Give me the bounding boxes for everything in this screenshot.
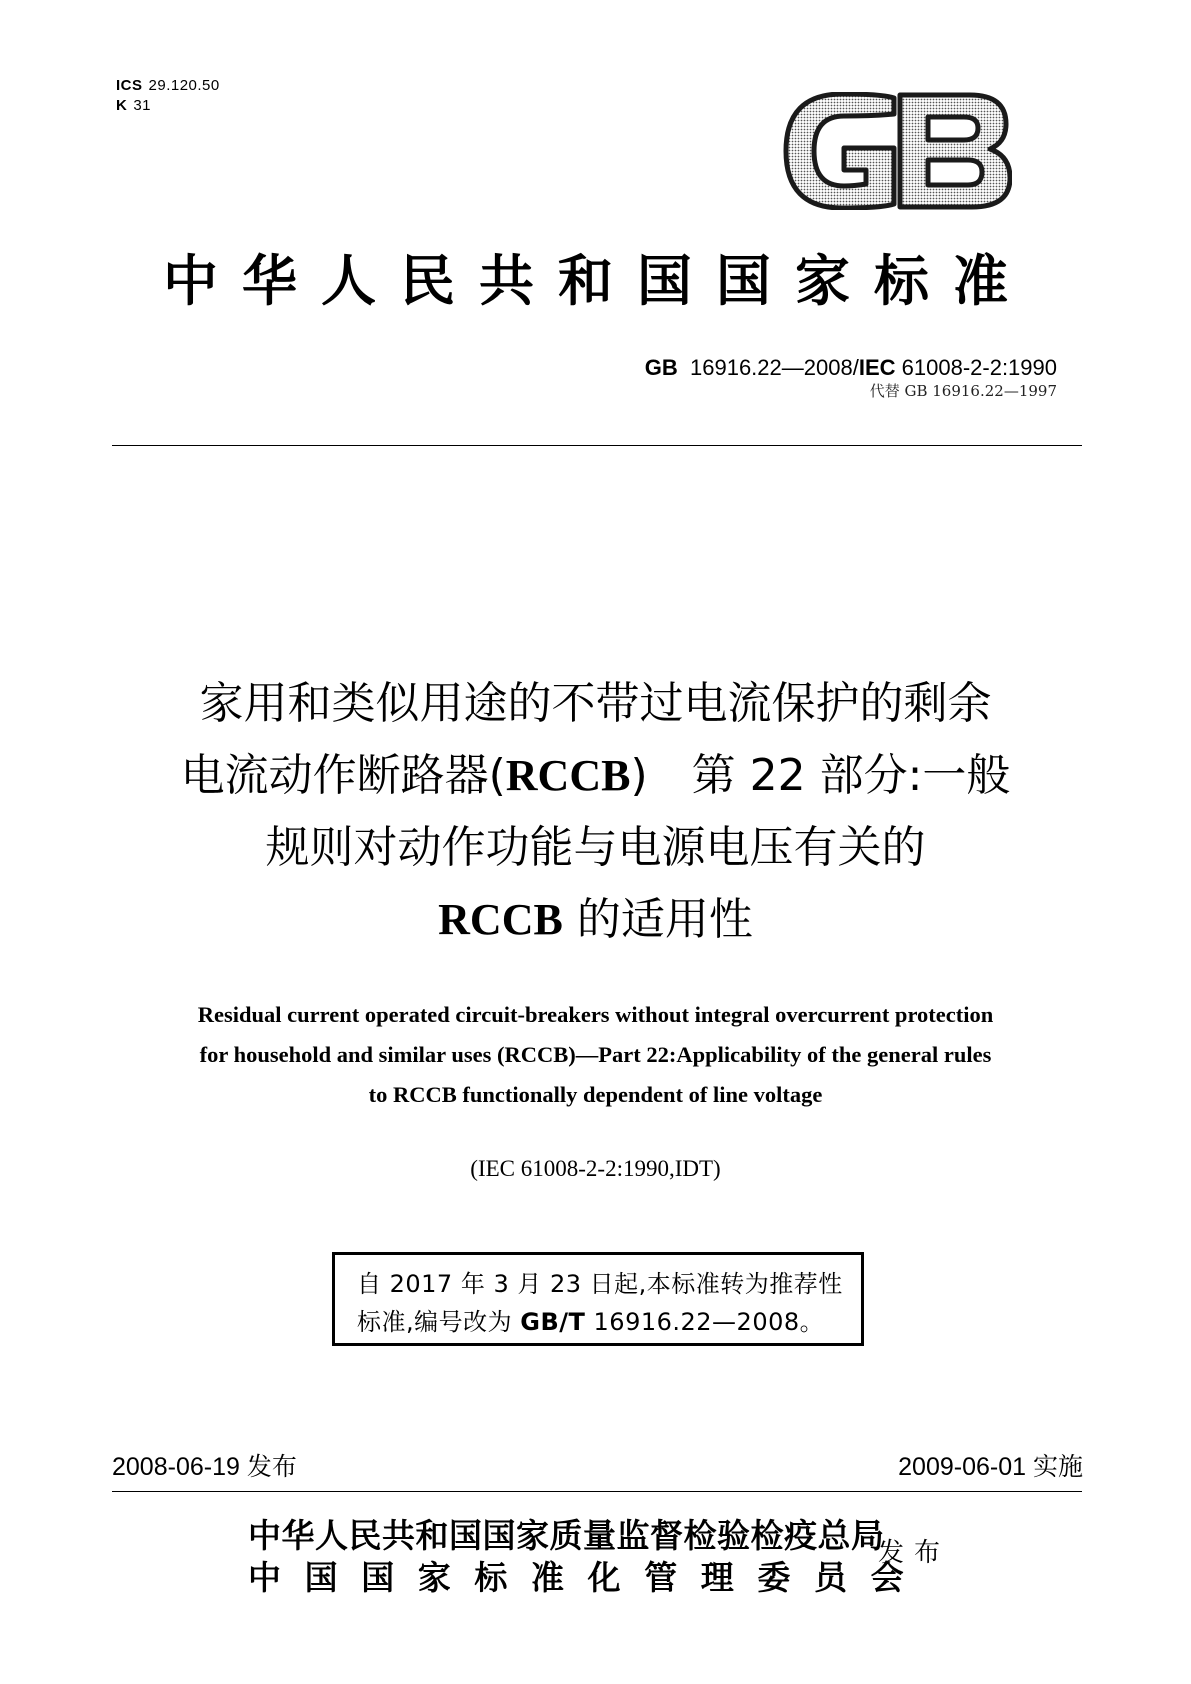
ccs-label: K	[116, 97, 128, 114]
bottom-divider	[112, 1491, 1082, 1492]
standard-prefix: GB	[644, 355, 678, 380]
issuer-sac: 中国国家标准化管理委员会	[248, 1558, 928, 1597]
notice-box	[332, 1252, 864, 1346]
ics-value: 29.120.50	[148, 77, 220, 94]
standard-category-title: 中华人民共和国国家标准	[162, 249, 1032, 313]
chinese-title-line-2-part-a: 电流动作断路器(	[180, 750, 506, 801]
replaces-note: 代替 GB 16916.22—1997	[869, 382, 1057, 400]
classification-block	[116, 76, 220, 116]
issue-date	[112, 1452, 297, 1482]
english-title-line-2: for household and similar uses (RCCB)—Part 22:Applicability of the general rules	[199, 1042, 992, 1067]
ccs-code	[116, 96, 220, 116]
chinese-title	[70, 668, 1121, 956]
chinese-title-line-2-part-b: ) 第 22 部分:一般	[630, 750, 1011, 801]
notice-line-2	[357, 1303, 841, 1341]
notice-line-1: 自 2017 年 3 月 23 日起,本标准转为推荐性	[357, 1270, 843, 1298]
gb-logo-g-shape	[786, 94, 894, 208]
english-title-line-1: Residual current operated circuit-breakers without integral overcurrent protection	[197, 1002, 994, 1027]
iec-prefix: IEC	[858, 355, 896, 380]
issuer-aqsiq: 中华人民共和国国家质量监督检验检疫总局	[248, 1516, 885, 1555]
implementation-date	[898, 1452, 1083, 1482]
equivalence-note: (IEC 61008-2-2:1990,IDT)	[470, 1156, 721, 1181]
ccs-value: 31	[133, 97, 152, 114]
ics-label: ICS	[116, 77, 143, 94]
gb-logo	[782, 92, 1012, 210]
english-title	[70, 995, 1121, 1115]
issued-label: 发布	[878, 1538, 951, 1568]
iec-number: 61008-2-2:1990	[901, 355, 1057, 380]
implementation-date-word: 实施	[1032, 1452, 1083, 1481]
issue-date-value: 2008-06-19	[112, 1453, 240, 1481]
chinese-title-line-4	[70, 884, 1121, 956]
chinese-title-line-3: 规则对动作功能与电源电压有关的	[265, 822, 926, 873]
standard-number	[645, 355, 1057, 381]
chinese-title-rccb-2: RCCB	[438, 895, 563, 944]
implementation-date-value: 2009-06-01	[898, 1453, 1027, 1481]
chinese-title-line-1: 家用和类似用途的不带过电流保护的剩余	[199, 678, 992, 729]
issue-date-word: 发布	[246, 1452, 297, 1481]
chinese-title-rccb: RCCB	[505, 751, 631, 800]
ics-code	[116, 76, 220, 96]
top-divider	[112, 445, 1082, 446]
chinese-title-line-4-part-b: 的适用性	[562, 894, 753, 945]
english-title-line-3: to RCCB functionally dependent of line voltage	[368, 1082, 823, 1107]
chinese-title-line-2	[70, 740, 1121, 812]
notice-gbt: GB/T	[520, 1308, 586, 1336]
notice-line-2-part-a: 标准,编号改为	[357, 1308, 521, 1336]
gb-logo-text: GB	[897, 92, 899, 93]
standard-number-value: 16916.22—2008/	[690, 355, 859, 380]
notice-line-2-part-b: 16916.22—2008。	[585, 1308, 825, 1336]
gb-logo-b-shape	[900, 95, 1010, 207]
